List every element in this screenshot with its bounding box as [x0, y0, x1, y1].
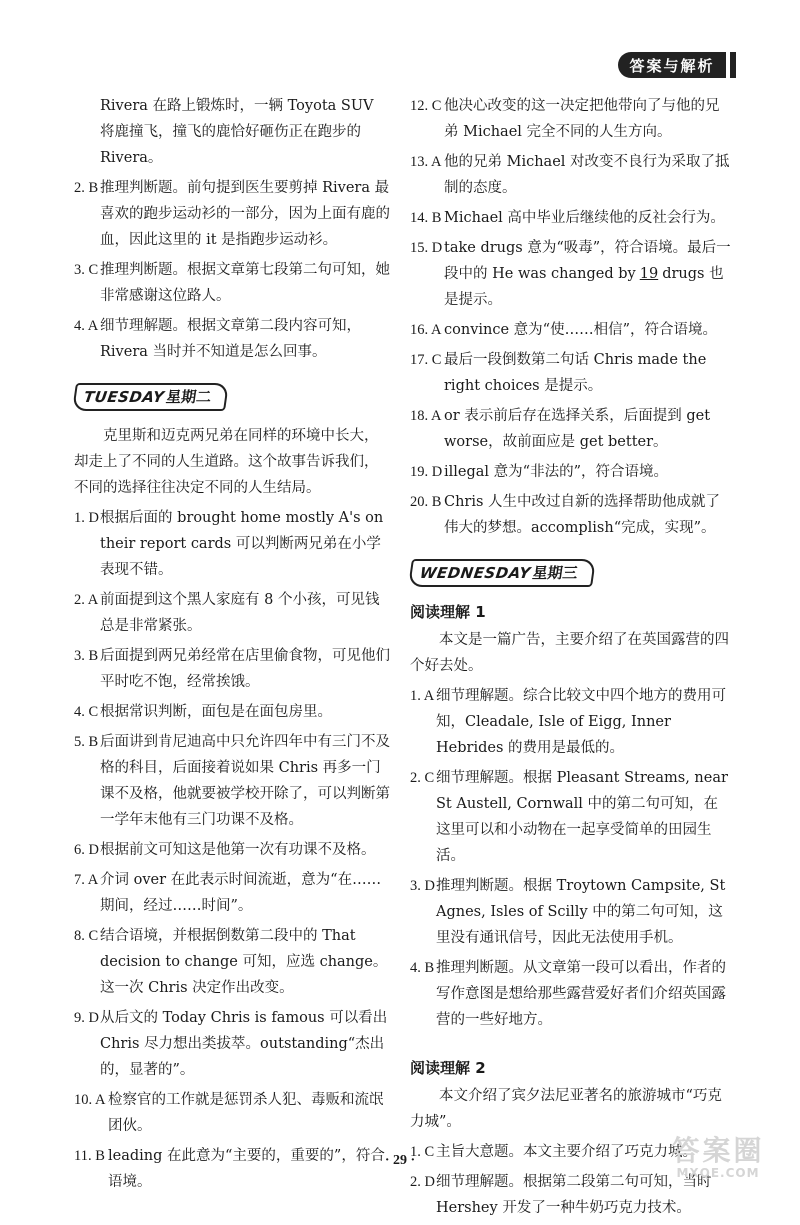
answer-text: Chris 人生中改过自新的选择帮助他成就了伟大的梦想。accomplish“完成，实现”。	[444, 494, 721, 536]
answer-number: 17. C	[410, 352, 442, 368]
answer-item	[74, 1143, 392, 1195]
answer-item	[410, 347, 732, 399]
answer-text: 后面提到两兄弟经常在店里偷食物，可见他们平时吃不饱，经常挨饿。	[100, 648, 390, 690]
answer-number: 3. D	[410, 878, 435, 894]
answer-text: 根据前文可知这是他第一次有功课不及格。	[100, 842, 376, 858]
answer-item	[410, 317, 732, 343]
answer-text: 他决心改变的这一决定把他带向了与他的兄弟 Michael 完全不同的人生方向。	[444, 98, 720, 140]
answer-text: 细节理解题。根据 Pleasant Streams, near St Austell, Cornwall 中的第二句可知，在这里可以和小动物在一起享受简单的田园生活。	[436, 770, 728, 864]
answer-item	[74, 923, 392, 1001]
watermark-logo-text: 答案圈	[671, 1134, 765, 1167]
page-number: · 29 ·	[384, 1153, 416, 1168]
answer-number: 5. B	[74, 734, 99, 750]
answer-text-after: drugs 也是提示。	[444, 266, 724, 308]
answer-number: 3. B	[74, 648, 99, 664]
answer-number: 11. B	[74, 1148, 105, 1164]
answer-text: 后面讲到肯尼迪高中只允许四年中有三门不及格的科目，后面接着说如果 Chris 再多一门课不及格，他就要被学校开除了，可以判断第一学年末他有三门功课不及格。	[100, 734, 390, 828]
answer-text: 根据后面的 brought home mostly A's on their report cards 可以判断两兄弟在小学表现不错。	[100, 510, 384, 578]
answer-text: leading 在此意为“主要的，重要的”，符合语境。	[108, 1148, 385, 1190]
answer-number: 1. C	[410, 1144, 435, 1160]
wednesday-banner-cn: 星期三	[531, 564, 579, 582]
watermark-logo	[654, 1130, 782, 1186]
answer-text: 推理判断题。从文章第一段可以看出，作者的写作意图是想给那些露营爱好者们介绍英国露营的一些好地方。	[436, 960, 726, 1028]
answer-text: 结合语境，并根据倒数第二段中的 That decision to change 可知，应选 change。这一次 Chris 决定作出改变。	[100, 928, 388, 996]
answer-text: 根据常识判断，面包是在面包房里。	[100, 704, 332, 720]
answer-number: 2. B	[74, 180, 99, 196]
answer-number: 2. D	[410, 1174, 435, 1190]
tuesday-intro: 克里斯和迈克两兄弟在同样的环境中长大，却走上了不同的人生道路。这个故事告诉我们，不同的选择往往决定不同的人生结局。	[74, 428, 379, 496]
left-column	[74, 93, 392, 1199]
answer-item	[74, 867, 392, 919]
answer-item	[410, 149, 732, 201]
tuesday-banner-cn: 星期二	[164, 388, 213, 406]
answer-number: 4. C	[74, 704, 99, 720]
answer-text: 推理判断题。根据文章第七段第二句可知，她非常感谢这位路人。	[100, 262, 390, 304]
answer-item	[410, 765, 732, 869]
reading-2-intro: 本文介绍了宾夕法尼亚著名的旅游城市“巧克力城”。	[410, 1088, 722, 1130]
tuesday-banner	[72, 383, 229, 411]
answer-text: 检察官的工作就是惩罚杀人犯、毒贩和流氓团伙。	[108, 1092, 384, 1134]
answer-item	[410, 403, 732, 455]
answer-number: 10. A	[74, 1092, 106, 1108]
answer-number: 4. B	[410, 960, 435, 976]
answer-text: 介词 over 在此表示时间流逝，意为“在……期间，经过……时间”。	[100, 872, 382, 914]
answer-number: 7. A	[74, 872, 99, 888]
answer-number: 9. D	[74, 1010, 99, 1026]
answer-text: 从后文的 Today Chris is famous 可以看出 Chris 尽力想出类拔萃。outstanding“杰出的，显著的”。	[100, 1010, 388, 1078]
blank-number: 19	[639, 266, 659, 282]
answer-text: 细节理解题。根据第二段第二句可知，当时 Hershey 开发了一种牛奶巧克力技术。	[436, 1174, 712, 1216]
answer-item	[74, 505, 392, 583]
answer-item	[74, 175, 392, 253]
answer-text: illegal 意为“非法的”，符合语境。	[444, 464, 668, 480]
wednesday-banner-en: WEDNESDAY	[418, 564, 532, 582]
answer-item	[410, 873, 732, 951]
answer-item	[74, 837, 392, 863]
monday-item-1-continuation: Rivera 在路上锻炼时，一辆 Toyota SUV 将鹿撞飞，撞飞的鹿恰好砸伤正在跑步的 Rivera。	[100, 98, 374, 166]
answer-item	[74, 257, 392, 309]
answer-item	[74, 1087, 392, 1139]
answer-item	[410, 955, 732, 1033]
reading-1-intro: 本文是一篇广告，主要介绍了在英国露营的四个好去处。	[410, 632, 729, 674]
answer-item	[410, 93, 732, 145]
answer-text: convince 意为“使……相信”，符合语境。	[444, 322, 717, 338]
answer-number: 20. B	[410, 494, 442, 510]
header-accent-bar	[730, 52, 736, 78]
watermark-url: MXQE.COM	[676, 1166, 760, 1180]
answer-item	[74, 1005, 392, 1083]
reading-1-title: 阅读理解 1	[410, 603, 486, 621]
answer-text: 最后一段倒数第二句话 Chris made the right choices 是提示。	[444, 352, 707, 394]
answer-item	[410, 489, 732, 541]
answer-number: 3. C	[74, 262, 99, 278]
answer-number: 15. D	[410, 240, 443, 256]
wednesday-banner	[408, 559, 596, 587]
answer-item	[74, 587, 392, 639]
answer-number: 19. D	[410, 464, 443, 480]
answer-number: 18. A	[410, 408, 442, 424]
answer-number: 14. B	[410, 210, 442, 226]
answer-item	[74, 313, 392, 365]
answer-number: 1. D	[74, 510, 99, 526]
reading-2-title: 阅读理解 2	[410, 1059, 486, 1077]
answer-item	[410, 683, 732, 761]
answer-text: 前面提到这个黑人家庭有 8 个小孩，可见钱总是非常紧张。	[100, 592, 380, 634]
answer-number: 12. C	[410, 98, 442, 114]
answer-number: 1. A	[410, 688, 435, 704]
answer-number: 2. A	[74, 592, 99, 608]
answer-text: 推理判断题。前句提到医生要剪掉 Rivera 最喜欢的跑步运动衫的一部分，因为上面有鹿的血，因此这里的 it 是指跑步运动衫。	[100, 180, 390, 248]
answer-item	[74, 699, 392, 725]
answer-text: Michael 高中毕业后继续他的反社会行为。	[444, 210, 725, 226]
answer-number: 2. C	[410, 770, 435, 786]
answer-number: 4. A	[74, 318, 99, 334]
section-header-tag: 答案与解析	[618, 52, 726, 78]
tuesday-banner-en: TUESDAY	[82, 388, 166, 406]
answer-item	[74, 643, 392, 695]
answer-text: or 表示前后存在选择关系，后面提到 get worse，故前面应是 get better。	[444, 408, 711, 450]
answer-text-before: take drugs 意为“吸毒”，符合语境。最后一段中的 He was changed by	[444, 240, 731, 282]
answer-item	[410, 459, 732, 485]
answer-item	[74, 729, 392, 833]
answer-item	[410, 205, 732, 231]
answer-text: 细节理解题。综合比较文中四个地方的费用可知，Cleadale, Isle of Eigg, Inner Hebrides 的费用是最低的。	[436, 688, 726, 756]
answer-number: 8. C	[74, 928, 99, 944]
answer-number: 16. A	[410, 322, 442, 338]
right-column	[410, 93, 732, 1225]
answer-number: 6. D	[74, 842, 99, 858]
answer-text: 细节理解题。根据文章第二段内容可知，Rivera 当时并不知道是怎么回事。	[100, 318, 361, 360]
answer-text: 推理判断题。根据 Troytown Campsite, St Agnes, Isles of Scilly 中的第二句可知，这里没有通讯信号，因此无法使用手机。	[436, 878, 726, 946]
answer-text: 他的兄弟 Michael 对改变不良行为采取了抵制的态度。	[444, 154, 730, 196]
answer-item	[410, 235, 732, 313]
answer-text: 主旨大意题。本文主要介绍了巧克力城。	[436, 1144, 697, 1160]
answer-number: 13. A	[410, 154, 442, 170]
